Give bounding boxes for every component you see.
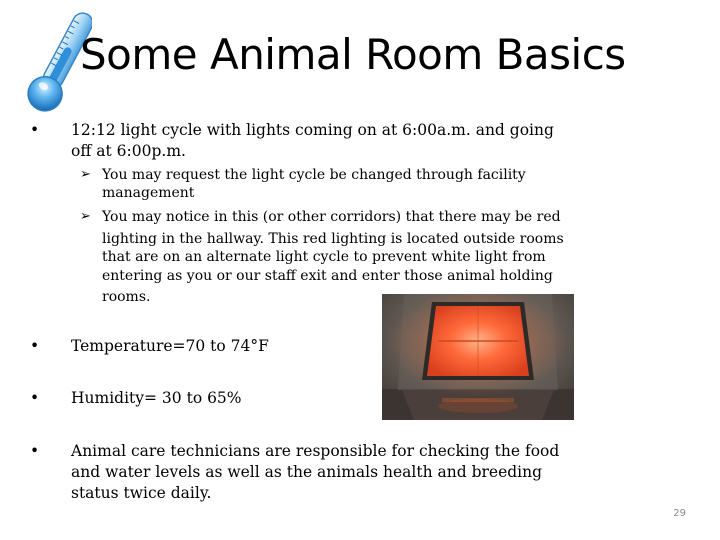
subbullet-text: entering as you or our staff exit and enter those animal holding <box>102 267 553 284</box>
bullet-dot: • <box>30 121 40 139</box>
subbullet-text: management <box>102 185 195 202</box>
bullet-text: Animal care technicians are responsible for checking the food <box>71 442 560 460</box>
page-number: 29 <box>673 508 686 519</box>
subbullet-text: that are on an alternate light cycle to prevent white light from <box>102 249 546 265</box>
bullet-text: status twice daily. <box>71 484 212 502</box>
arrow-bullet-icon: ➢ <box>80 209 91 224</box>
subbullet-text: lighting in the hallway. This red lighting is located outside rooms <box>102 230 564 247</box>
bullet-text: off at 6:00p.m. <box>71 142 186 160</box>
subbullet-text: You may notice in this (or other corridors) that there may be red <box>102 209 561 225</box>
slide-title: Some Animal Room Basics <box>80 30 626 79</box>
bullet-dot: • <box>30 337 40 355</box>
subbullet-text: You may request the light cycle be changed through facility <box>102 167 526 183</box>
bullet-text: Temperature=70 to 74°F <box>71 337 269 355</box>
red-light-fixture-photo <box>382 294 574 420</box>
bullet-text: 12:12 light cycle with lights coming on at 6:00a.m. and going <box>71 121 554 139</box>
bullet-text: Humidity= 30 to 65% <box>71 389 242 407</box>
bullet-dot: • <box>30 442 40 460</box>
arrow-bullet-icon: ➢ <box>80 167 91 182</box>
bullet-dot: • <box>30 389 40 407</box>
bullet-text: and water levels as well as the animals health and breeding <box>71 463 543 481</box>
subbullet-text: rooms. <box>102 289 151 305</box>
